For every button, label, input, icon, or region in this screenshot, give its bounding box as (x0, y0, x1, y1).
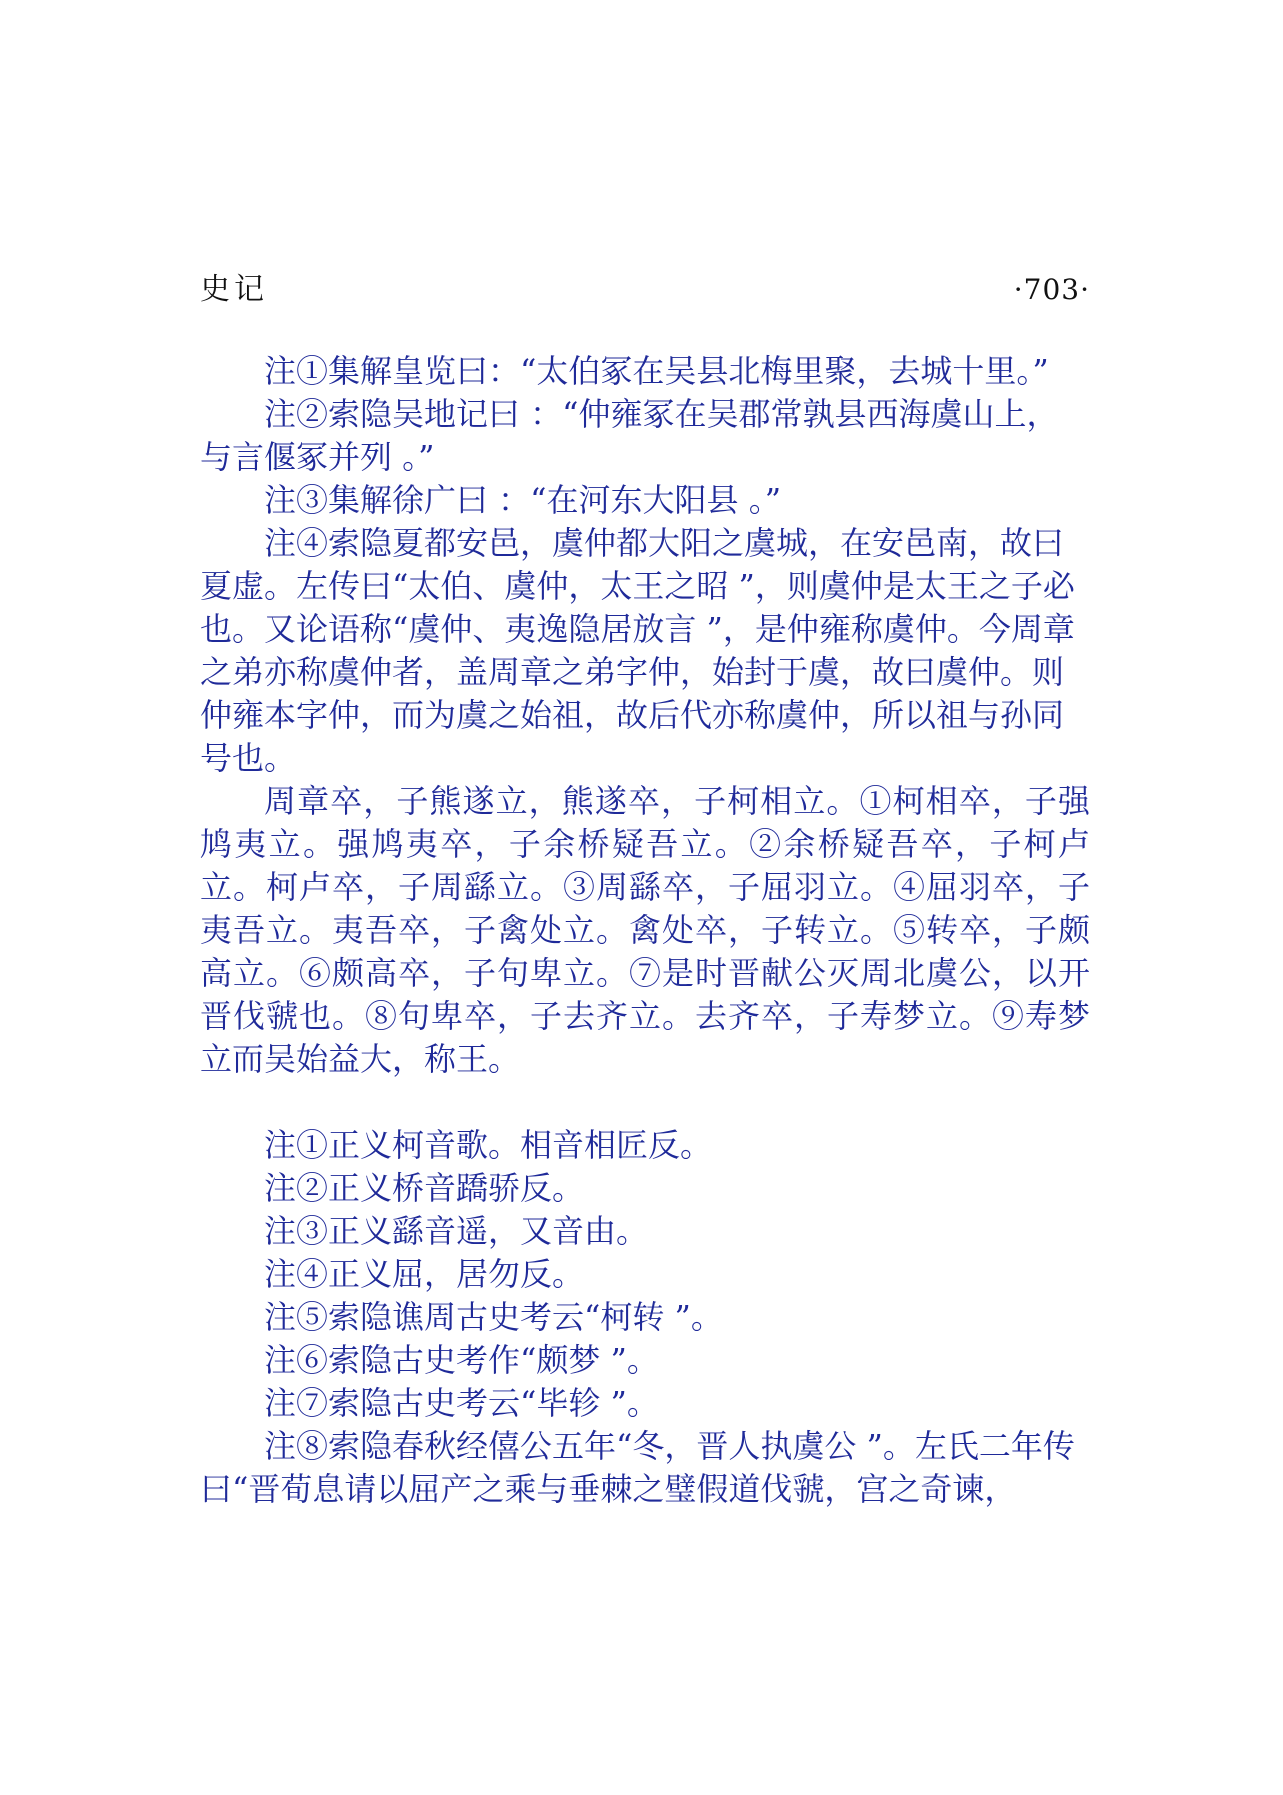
note-paragraph: 注③正义繇音遥，又音由。 (264, 1212, 649, 1250)
running-header (200, 268, 1090, 312)
section-spacer (200, 1081, 1090, 1124)
note-paragraph: 注③集解徐广曰 ：“在河东大阳县 。” (264, 481, 782, 519)
note-paragraph: 注②索隐吴地记曰 ：“仲雍冢在吴郡常孰县西海虞山上，与言偃冢并列 。” (200, 395, 1059, 476)
note-paragraph: 注④索隐夏都安邑，虞仲都大阳之虞城，在安邑南，故曰夏虚。左传曰“太伯、虞仲，太王之昭 ”，则虞仲是太王之子必也。又论语称“虞仲、夷逸隐居放言 ”，是仲雍称虞仲。今周章之弟亦称虞仲者，盖周章之弟字仲，始封于虞，故曰虞仲。则仲雍本字仲，而为虞之始祖，故后代亦称虞仲，所以祖与孙同号也。 (200, 524, 1075, 777)
book-title: 史记 (200, 272, 268, 307)
main-paragraph: 周章卒，子熊遂立，熊遂卒，子柯相立。①柯相卒，子强鸠夷立。强鸠夷卒，子余桥疑吾立。②余桥疑吾卒，子柯卢立。柯卢卒，子周繇立。③周繇卒，子屈羽立。④屈羽卒，子夷吾立。夷吾卒，子禽处立。禽处卒，子转立。⑤转卒，子颇高立。⑥颇高卒，子句卑立。⑦是时晋献公灭周北虞公，以开晋伐虢也。⑧句卑卒，子去齐立。去齐卒，子寿梦立。⑨寿梦立而吴始益大，称王。 (200, 782, 1090, 1078)
note-paragraph: 注②正义桥音蹻骄反。 (264, 1169, 585, 1207)
note-paragraph: 注④正义屈，居勿反。 (264, 1255, 585, 1293)
note-paragraph: 注⑤索隐谯周古史考云“柯转 ”。 (264, 1298, 723, 1336)
note-paragraph: 注⑦索隐古史考云“毕轸 ”。 (264, 1384, 659, 1422)
note-paragraph: 注⑥索隐古史考作“颇梦 ”。 (264, 1341, 659, 1379)
note-paragraph: 注⑧索隐春秋经僖公五年“冬，晋人执虞公 ”。左氏二年传曰“晋荀息请以屈产之乘与垂棘之璧假道伐虢，宫之奇谏， (200, 1427, 1075, 1508)
body-text (200, 350, 1090, 1511)
page-number: ·703· (1013, 273, 1090, 306)
note-paragraph: 注①集解皇览曰：“太伯冢在吴县北梅里聚，去城十里。” (264, 352, 1049, 390)
note-paragraph: 注①正义柯音歌。相音相匠反。 (264, 1126, 713, 1164)
